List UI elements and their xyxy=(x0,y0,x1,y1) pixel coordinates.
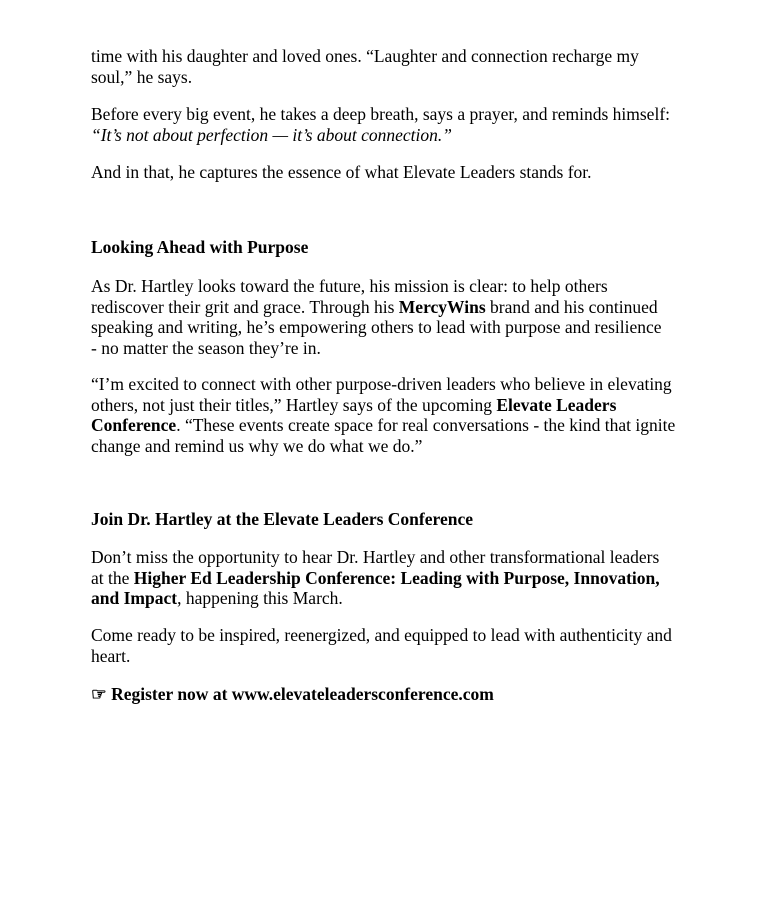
join-p2-line-1: Come ready to be inspired, reenergized, and equipped to lead with authenticity and xyxy=(91,625,672,645)
register-call-to-action[interactable] xyxy=(91,684,691,705)
intro-line-1: time with his daughter and loved ones. “Laughter and connection recharge my xyxy=(91,46,639,66)
register-link[interactable]: Register now at www.elevateleadersconference.com xyxy=(111,684,494,704)
join-paragraph-1 xyxy=(91,547,691,609)
essence-paragraph xyxy=(91,162,691,183)
looking-ahead-heading: Looking Ahead with Purpose xyxy=(91,237,309,257)
ahead-p2-line-2 xyxy=(91,395,691,416)
ahead-p2-line-1: “I’m excited to connect with other purpose-driven leaders who believe in elevating xyxy=(91,374,672,394)
ahead-p2-line-3-post: . “These events create space for real conversations - the kind that ignite xyxy=(176,415,676,435)
ahead-p1-line-1: As Dr. Hartley looks toward the future, his mission is clear: to help others xyxy=(91,276,608,296)
conference-bold: Conference xyxy=(91,415,177,435)
ahead-p2-line-3 xyxy=(91,415,691,436)
pointing-hand-icon: ☞ xyxy=(91,684,107,704)
prayer-quote: “It’s not about perfection — it’s about connection.” xyxy=(91,124,453,145)
join-p1-line-2 xyxy=(91,568,691,589)
section-heading-looking-ahead xyxy=(91,237,691,258)
looking-ahead-paragraph-1 xyxy=(91,276,691,358)
ahead-p2-line-4: change and remind us why we do what we do.” xyxy=(91,435,423,456)
elevate-leaders-bold-1: Elevate Leaders xyxy=(496,394,617,415)
intro-line-2: soul,” he says. xyxy=(91,66,193,87)
join-p2-line-2: heart. xyxy=(91,645,131,666)
essence-line: And in that, he captures the essence of what Elevate Leaders stands for. xyxy=(91,162,592,182)
mercywins-brand: MercyWins xyxy=(398,296,486,317)
ahead-p1-line-2-post: brand and his continued xyxy=(485,296,658,317)
join-paragraph-2 xyxy=(91,625,691,666)
join-p1-line-1: Don’t miss the opportunity to hear Dr. Hartley and other transformational leaders xyxy=(91,547,660,567)
ahead-p1-line-3: speaking and writing, he’s empowering others to lead with purpose and resilience xyxy=(91,317,662,337)
ahead-p1-line-2-pre: rediscover their grit and grace. Through his xyxy=(91,296,399,317)
join-p1-line-3 xyxy=(91,588,691,609)
join-heading: Join Dr. Hartley at the Elevate Leaders Conference xyxy=(91,509,474,529)
ahead-p1-line-4: - no matter the season they’re in. xyxy=(91,337,321,358)
looking-ahead-paragraph-2 xyxy=(91,374,691,456)
prayer-paragraph xyxy=(91,104,691,145)
conference-title-bold-2: and Impact xyxy=(91,588,178,608)
intro-paragraph xyxy=(91,46,691,87)
ahead-p1-line-2 xyxy=(91,297,691,318)
conference-title-bold-1: Higher Ed Leadership Conference: Leading with Purpose, Innovation, xyxy=(133,567,660,588)
prayer-line-1: Before every big event, he takes a deep breath, says a prayer, and reminds himself: xyxy=(91,104,671,124)
register-line[interactable] xyxy=(91,684,691,705)
section-heading-join xyxy=(91,509,691,530)
join-p1-line-3-post: , happening this March. xyxy=(177,588,343,608)
join-p1-line-2-pre: at the xyxy=(91,567,134,588)
ahead-p2-line-2-pre: others, not just their titles,” Hartley says of the upcoming xyxy=(91,394,497,415)
